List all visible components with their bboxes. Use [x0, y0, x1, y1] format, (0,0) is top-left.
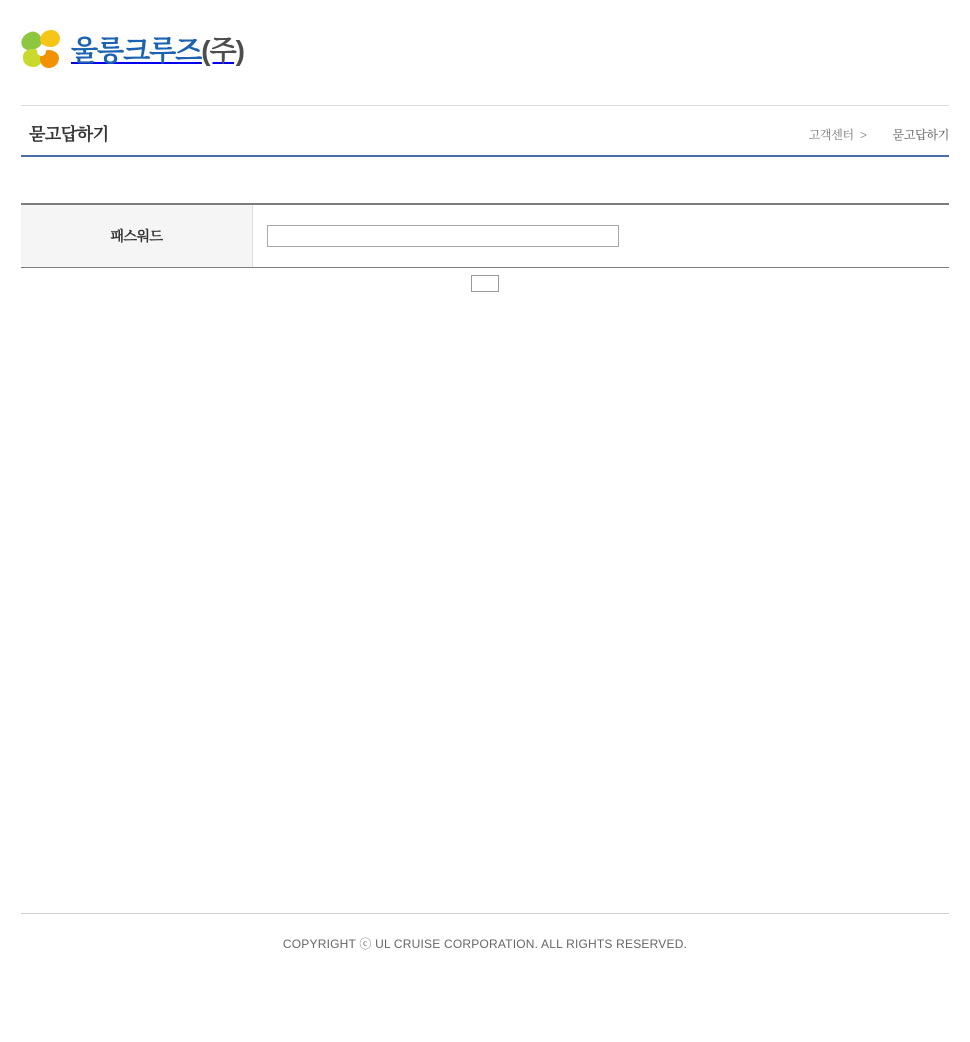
- brand-primary: 울릉크루즈: [71, 35, 202, 66]
- password-field-cell: [253, 205, 949, 267]
- confirm-button[interactable]: [471, 275, 499, 292]
- page-title: 묻고답하기: [29, 125, 109, 144]
- password-form: [21, 203, 949, 268]
- pinwheel-flower-logo-icon: [21, 30, 61, 72]
- breadcrumb-root[interactable]: 고객센터: [808, 128, 854, 142]
- logo-text: [71, 37, 244, 65]
- site-header: [0, 0, 970, 105]
- breadcrumb-separator-icon: >: [859, 127, 867, 142]
- breadcrumb: [809, 126, 949, 143]
- form-actions: [21, 275, 949, 292]
- main-content: [21, 203, 949, 292]
- password-label: 패스워드: [21, 205, 253, 267]
- password-input[interactable]: [267, 225, 619, 247]
- breadcrumb-current: 묻고답하기: [892, 128, 949, 142]
- copyright-text: COPYRIGHT ⓒ UL CRUISE CORPORATION. ALL RIGHTS RESERVED.: [282, 937, 688, 951]
- site-logo[interactable]: [21, 30, 244, 72]
- page-title-bar: [21, 105, 949, 157]
- brand-secondary: (주): [201, 35, 244, 66]
- site-footer: [21, 913, 949, 952]
